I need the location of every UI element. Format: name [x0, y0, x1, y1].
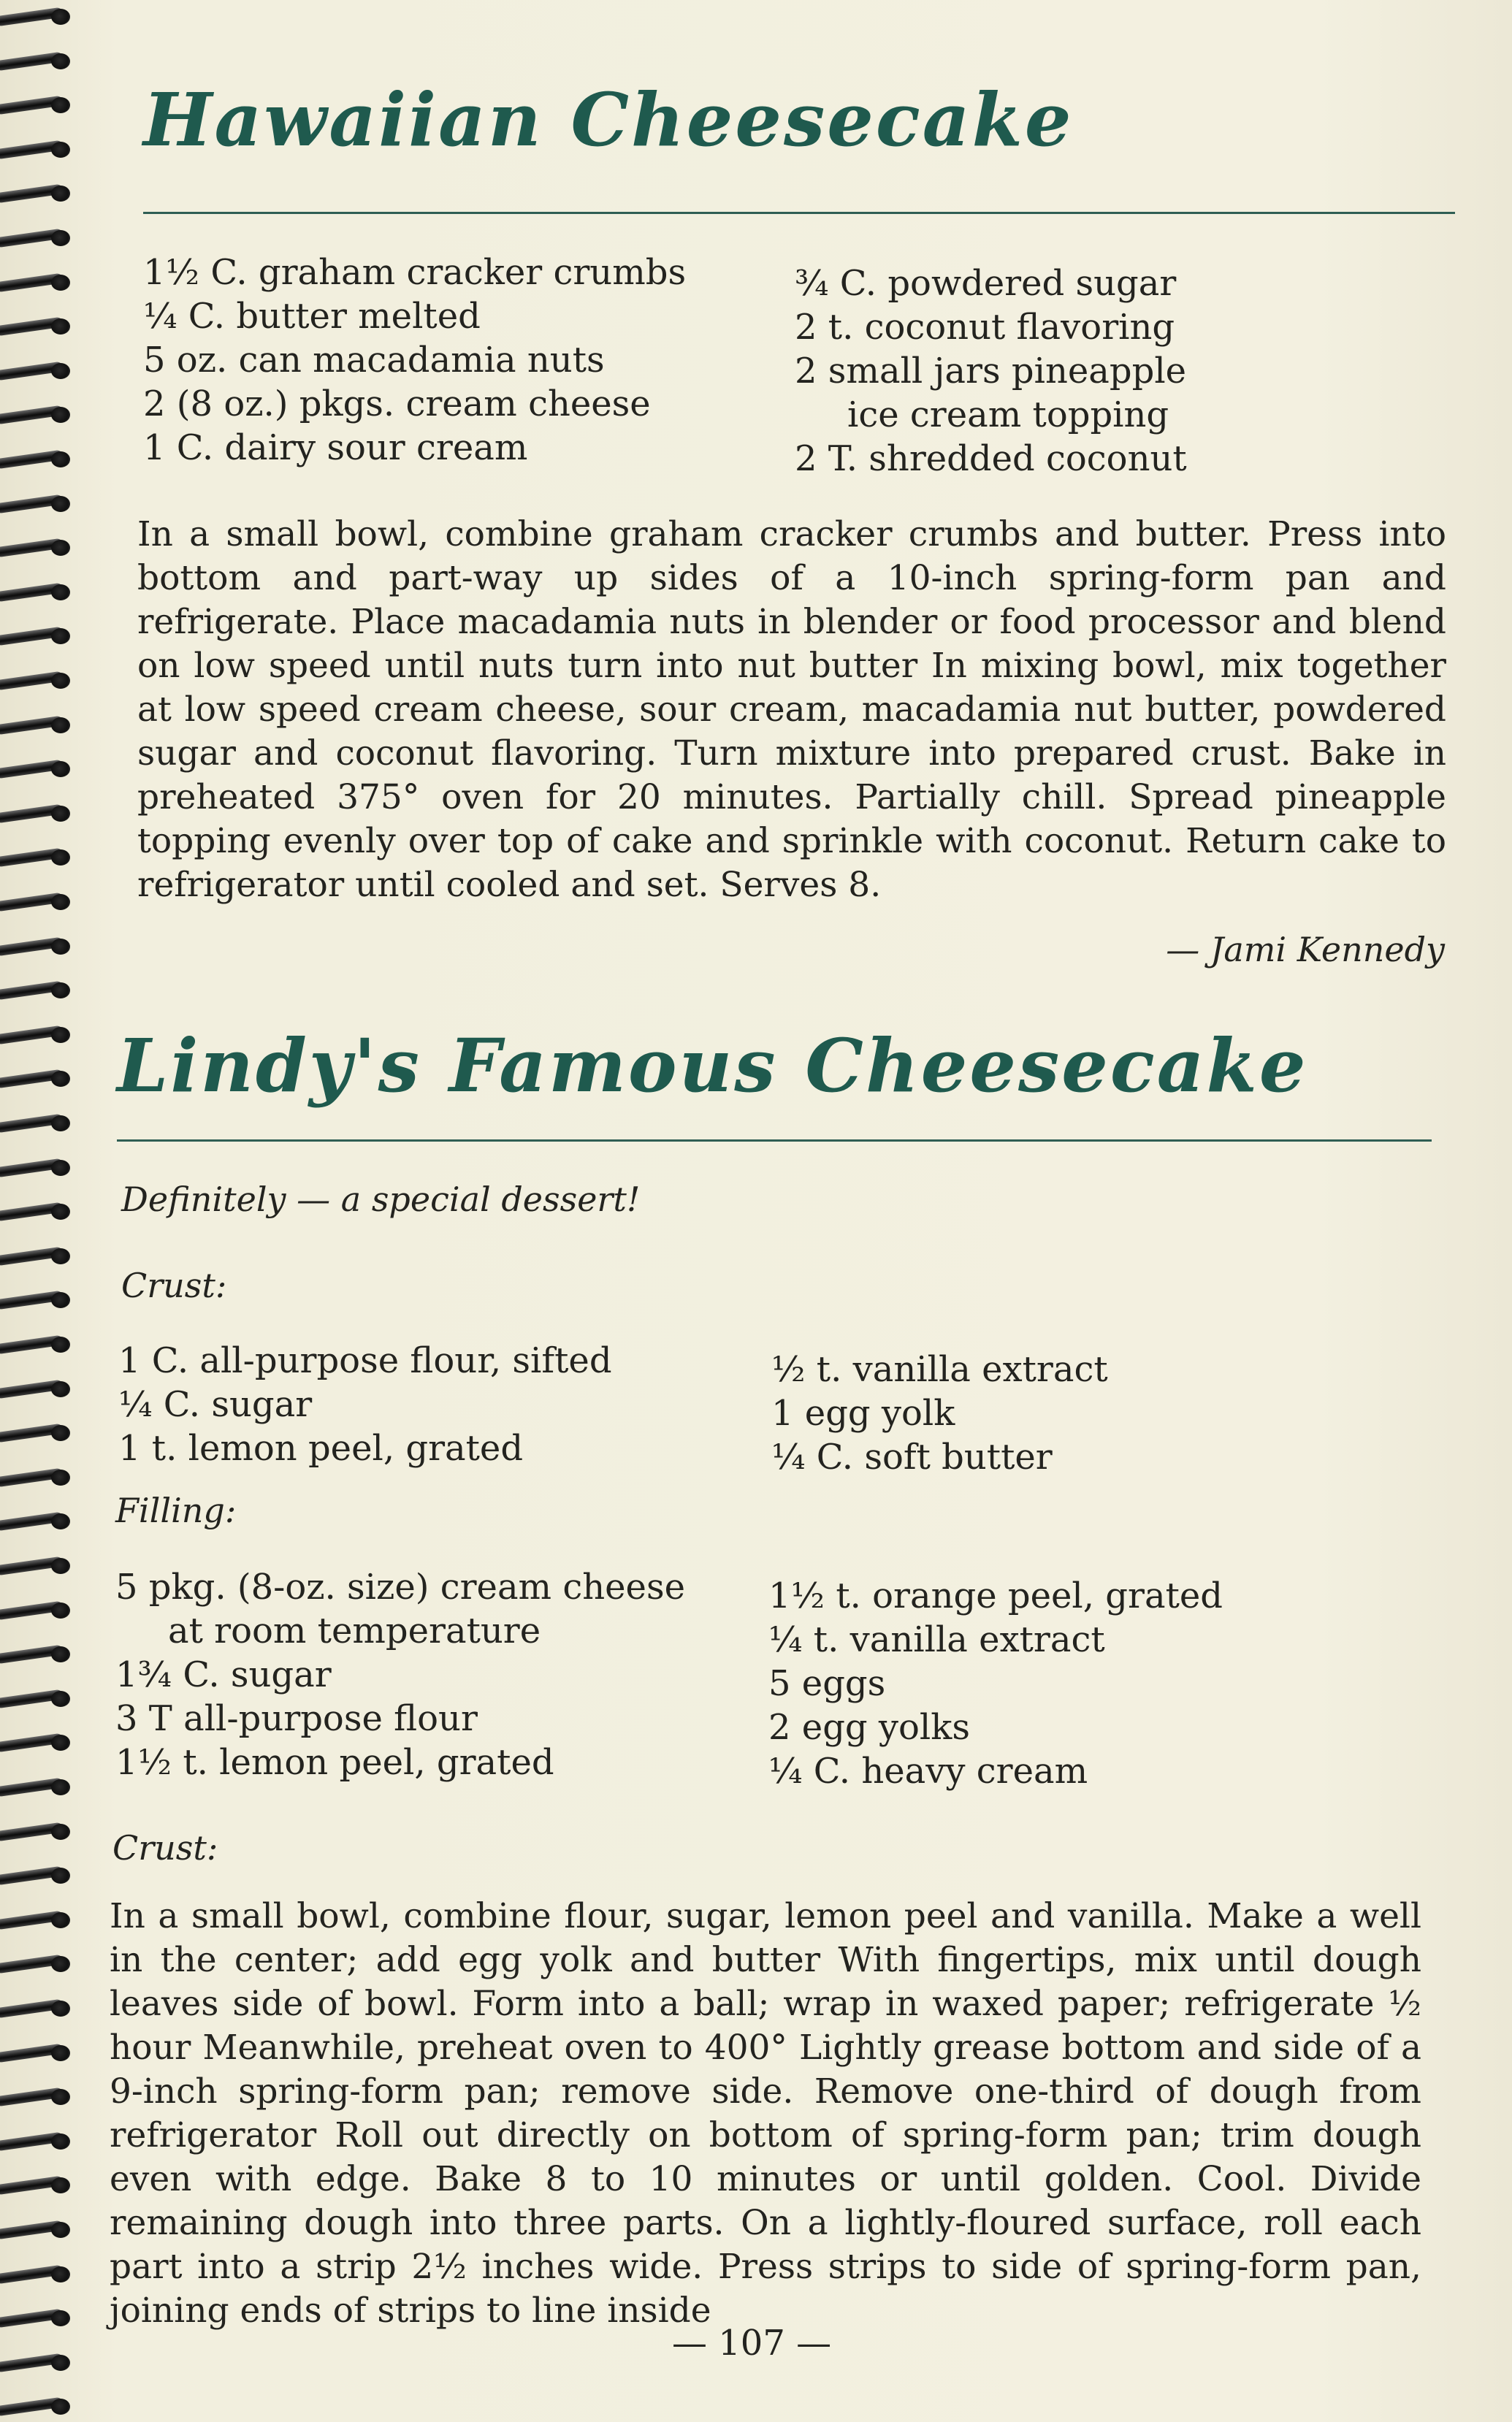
punch-hole: [51, 1558, 70, 1574]
spiral-ring: [0, 2176, 73, 2195]
page-number: — 107 —: [672, 2323, 832, 2364]
spiral-ring: [0, 716, 73, 735]
punch-hole: [51, 717, 70, 733]
ingredient: 1½ t. orange peel, grated: [768, 1575, 1223, 1616]
spiral-ring: [0, 1689, 73, 1708]
punch-hole: [51, 407, 70, 423]
punch-hole: [51, 1425, 70, 1441]
punch-hole: [51, 2045, 70, 2061]
punch-hole: [51, 2266, 70, 2282]
spiral-ring: [0, 2220, 73, 2239]
punch-hole: [51, 1337, 70, 1353]
spiral-ring: [0, 1424, 73, 1443]
spiral-ring: [0, 1911, 73, 1930]
punch-hole: [51, 1160, 70, 1176]
punch-hole: [51, 2001, 70, 2017]
spiral-ring: [0, 2265, 73, 2284]
filling-ingredients-left: [115, 1565, 685, 1784]
punch-hole: [51, 275, 70, 291]
punch-hole: [51, 1071, 70, 1087]
spiral-ring: [0, 2353, 73, 2372]
spiral-ring: [0, 627, 73, 646]
ingredient: 1 t. lemon peel, grated: [118, 1428, 524, 1469]
ingredient: 2 egg yolks: [768, 1707, 970, 1748]
punch-hole: [51, 894, 70, 910]
crust-heading: Crust:: [121, 1266, 227, 1305]
spiral-ring: [0, 229, 73, 248]
punch-hole: [51, 2399, 70, 2415]
ingredient: ¼ t. vanilla extract: [768, 1619, 1105, 1660]
spiral-ring: [0, 273, 73, 292]
punch-hole: [51, 673, 70, 689]
punch-hole: [51, 2222, 70, 2238]
spiral-ring: [0, 1556, 73, 1575]
crust-heading-2: Crust:: [112, 1828, 218, 1868]
spiral-ring: [0, 671, 73, 690]
punch-hole: [51, 2355, 70, 2371]
spiral-ring: [0, 1380, 73, 1399]
ingredient: 1 egg yolk: [771, 1393, 955, 1434]
spiral-ring: [0, 1158, 73, 1177]
punch-hole: [51, 1824, 70, 1840]
punch-hole: [51, 363, 70, 379]
ingredient: 2 T. shredded coconut: [795, 438, 1187, 479]
punch-hole: [51, 1602, 70, 1619]
ingredients-left-1: [143, 251, 686, 470]
spiral-ring: [0, 1733, 73, 1752]
punch-hole: [51, 1513, 70, 1529]
ingredient: at room temperature: [168, 1611, 541, 1651]
directions-1: In a small bowl, combine graham cracker crumbs and butter. Press into bottom and part-way up sides of a 10-inch spring-form pan and refrigerate. Place macadamia nuts in blender or food processor and blend on low speed until nuts turn into nut butter In mixing bowl, mix together at low speed cream cheese, sour cream, macadamia nut butter, powdered sugar and coconut flavoring. Turn mixture into prepared crust. Bake in preheated 375° oven for 20 minutes. Partially chill. Spread pineapple topping evenly over top of cake and sprinkle with coconut. Return cake to refrigerator until cooled and set. Serves 8.: [137, 514, 1446, 905]
filling-heading: Filling:: [115, 1491, 237, 1530]
spiral-ring: [0, 1866, 73, 1885]
title-rule-2: [117, 1139, 1432, 1142]
punch-hole: [51, 318, 70, 335]
spiral-ring: [0, 1999, 73, 2018]
punch-hole: [51, 584, 70, 600]
punch-hole: [51, 186, 70, 202]
spiral-binding: [0, 0, 95, 2422]
punch-hole: [51, 1735, 70, 1751]
punch-hole: [51, 1381, 70, 1397]
crust-ingredients-left: [118, 1339, 612, 1470]
spiral-ring: [0, 1335, 73, 1354]
punch-hole: [51, 1868, 70, 1884]
punch-hole: [51, 2133, 70, 2150]
spiral-ring: [0, 2309, 73, 2328]
spiral-ring: [0, 2132, 73, 2151]
spiral-ring: [0, 140, 73, 159]
punch-hole: [51, 9, 70, 25]
ingredient: 2 (8 oz.) pkgs. cream cheese: [143, 383, 651, 424]
punch-hole: [51, 540, 70, 556]
spiral-ring: [0, 848, 73, 867]
spiral-ring: [0, 1025, 73, 1044]
spiral-ring: [0, 362, 73, 381]
crust-ingredients-right: [771, 1348, 1108, 1479]
spiral-ring: [0, 1955, 73, 1974]
spiral-ring: [0, 1114, 73, 1133]
ingredient: 5 oz. can macadamia nuts: [143, 340, 605, 381]
ingredient: ¼ C. butter melted: [143, 296, 481, 337]
punch-hole: [51, 939, 70, 955]
punch-hole: [51, 97, 70, 113]
punch-hole: [51, 1779, 70, 1795]
ingredient: 2 t. coconut flavoring: [795, 307, 1175, 348]
ingredient: 1¾ C. sugar: [115, 1654, 332, 1695]
ingredient: ice cream topping: [847, 394, 1169, 435]
spiral-ring: [0, 1202, 73, 1221]
punch-hole: [51, 1646, 70, 1662]
ingredient: 1 C. dairy sour cream: [143, 427, 528, 468]
spiral-ring: [0, 804, 73, 823]
spiral-ring: [0, 1645, 73, 1664]
spiral-ring: [0, 1601, 73, 1620]
ingredient: 1 C. all-purpose flour, sifted: [118, 1340, 612, 1381]
spiral-ring: [0, 981, 73, 1000]
punch-hole: [51, 1470, 70, 1486]
ingredient: 1½ t. lemon peel, grated: [115, 1742, 554, 1783]
punch-hole: [51, 1115, 70, 1131]
punch-hole: [51, 2310, 70, 2326]
spiral-ring: [0, 317, 73, 336]
ingredient: 5 pkg. (8-oz. size) cream cheese: [115, 1567, 685, 1608]
ingredient: ½ t. vanilla extract: [771, 1349, 1108, 1390]
ingredient: 2 small jars pineapple: [795, 351, 1187, 391]
ingredient: 1½ C. graham cracker crumbs: [143, 252, 687, 293]
punch-hole: [51, 496, 70, 512]
spiral-ring: [0, 450, 73, 469]
punch-hole: [51, 2177, 70, 2193]
spiral-ring: [0, 1512, 73, 1531]
recipe-author: — Jami Kennedy: [1166, 930, 1445, 969]
spiral-ring: [0, 2044, 73, 2063]
spiral-ring: [0, 1822, 73, 1841]
punch-hole: [51, 761, 70, 777]
punch-hole: [51, 53, 70, 69]
title-rule-1: [143, 212, 1455, 214]
spiral-ring: [0, 937, 73, 956]
spiral-ring: [0, 96, 73, 115]
spiral-ring: [0, 760, 73, 779]
punch-hole: [51, 230, 70, 246]
punch-hole: [51, 1912, 70, 1928]
punch-hole: [51, 2089, 70, 2105]
directions-2: In a small bowl, combine flour, sugar, lemon peel and vanilla. Make a well in the center; add egg yolk and butter With fingertips, mix until dough leaves side of bowl. Form into a ball; wrap in waxed paper; refrigerate ½ hour Meanwhile, preheat oven to 400° Lightly grease bottom and side of a 9-inch spring-form pan; remove side. Remove one-third of dough from refrigerator Roll out directly on bottom of spring-form pan; trim dough even with edge. Bake 8 to 10 minutes or until golden. Cool. Divide remaining dough into three parts. On a lightly-floured surface, roll each part into a strip 2½ inches wide. Press strips to side of spring-form pan, joining ends of strips to line inside: [110, 1896, 1421, 2331]
ingredient: ¾ C. powdered sugar: [795, 263, 1177, 304]
spiral-ring: [0, 583, 73, 602]
punch-hole: [51, 1691, 70, 1707]
punch-hole: [51, 142, 70, 158]
ingredient: 5 eggs: [768, 1663, 886, 1704]
spiral-ring: [0, 1291, 73, 1310]
punch-hole: [51, 982, 70, 998]
ingredient: ¼ C. heavy cream: [768, 1751, 1088, 1792]
spiral-ring: [0, 52, 73, 71]
spiral-ring: [0, 494, 73, 513]
spiral-ring: [0, 184, 73, 203]
ingredients-right-1: [795, 261, 1187, 481]
punch-hole: [51, 451, 70, 467]
spiral-ring: [0, 405, 73, 424]
punch-hole: [51, 1292, 70, 1308]
spiral-ring: [0, 1778, 73, 1797]
ingredient: 3 T all-purpose flour: [115, 1698, 478, 1739]
punch-hole: [51, 806, 70, 822]
recipe-tagline: Definitely — a special dessert!: [121, 1180, 641, 1219]
spiral-ring: [0, 1247, 73, 1266]
spiral-ring: [0, 893, 73, 912]
filling-ingredients-right: [768, 1574, 1223, 1793]
spiral-ring: [0, 1069, 73, 1088]
spiral-ring: [0, 2087, 73, 2106]
ingredient: ¼ C. sugar: [118, 1384, 313, 1425]
spiral-ring: [0, 1468, 73, 1487]
punch-hole: [51, 1956, 70, 1972]
spiral-ring: [0, 7, 73, 26]
recipe-title-hawaiian: Hawaiian Cheesecake: [143, 77, 1074, 163]
spiral-ring: [0, 538, 73, 557]
recipe-title-lindys: Lindy's Famous Cheesecake: [117, 1023, 1308, 1109]
ingredient: ¼ C. soft butter: [771, 1437, 1053, 1478]
punch-hole: [51, 1204, 70, 1220]
punch-hole: [51, 1027, 70, 1043]
spiral-ring: [0, 2397, 73, 2416]
punch-hole: [51, 1248, 70, 1264]
punch-hole: [51, 849, 70, 866]
punch-hole: [51, 628, 70, 644]
